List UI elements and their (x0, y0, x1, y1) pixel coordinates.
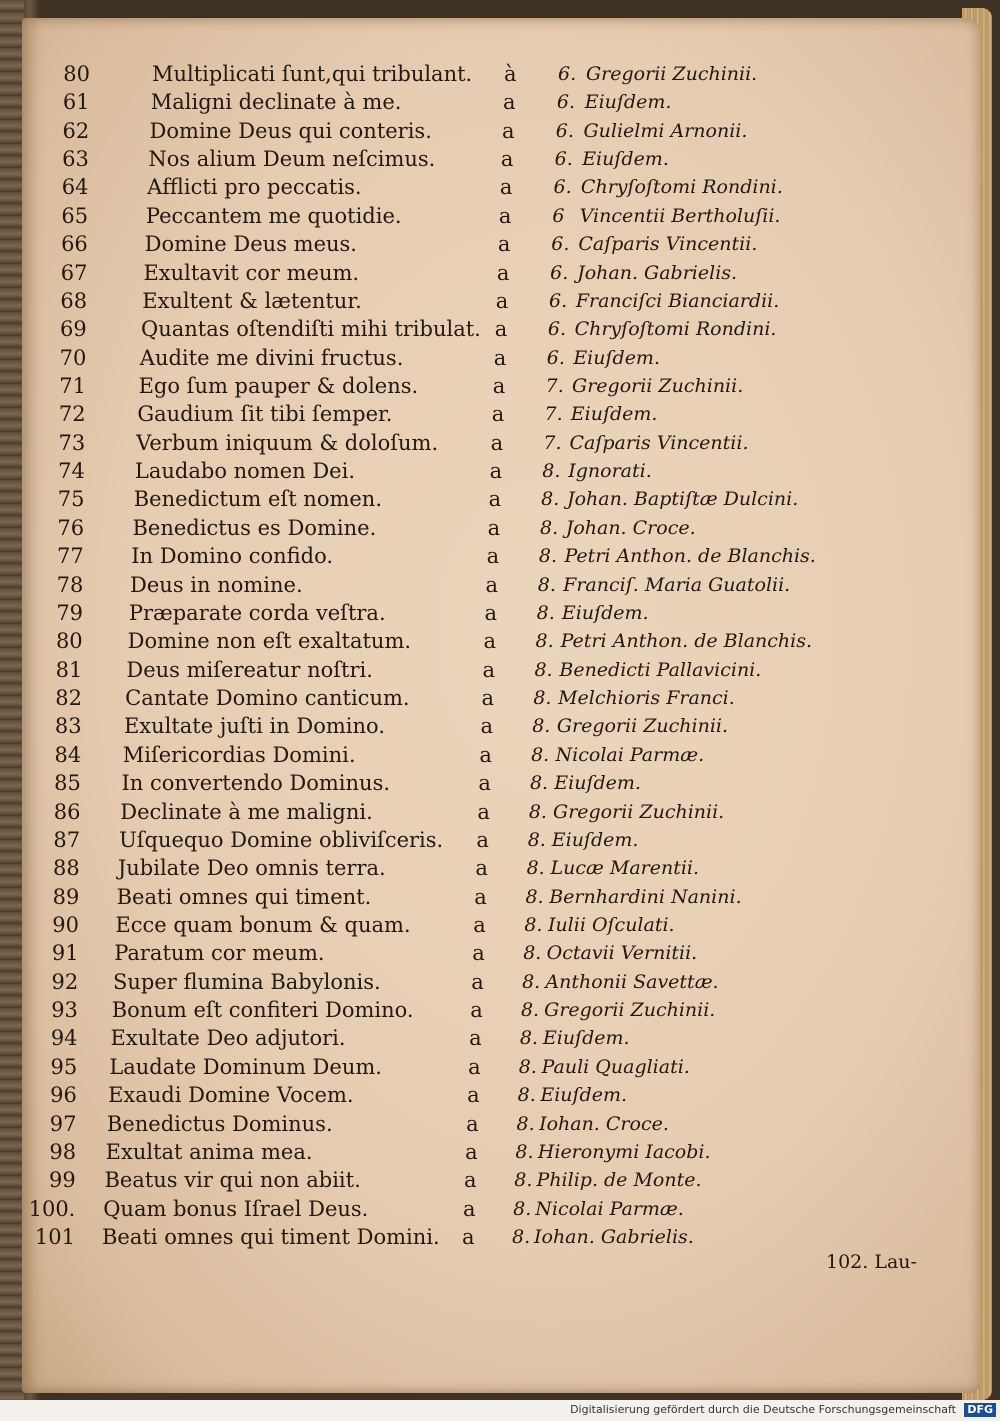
entry-title: Quam bonus Iſrael Deus. (103, 1196, 369, 1221)
entry-composer: Gregorii Zuchinii. (586, 63, 758, 85)
entry-title: Præparate corda veſtra. (128, 600, 386, 625)
entry-a: a (489, 459, 503, 484)
index-row (0, 1195, 960, 1223)
entry-a: a (492, 374, 506, 399)
entry-composer: Eiuſdem. (584, 91, 672, 114)
entry-voices: 8. (522, 970, 541, 993)
index-row (0, 883, 960, 911)
entry-title: Jubilate Deo omnis terra. (117, 856, 386, 881)
entry-voices: 6 (552, 204, 565, 227)
entry-a: a (463, 1196, 476, 1221)
index-row (0, 911, 960, 939)
entry-number: 79 (56, 600, 84, 625)
entry-title: Deus miſereatur noſtri. (126, 657, 373, 682)
entry-title: Maligni declinate à me. (150, 90, 402, 115)
entry-composer: Iohan. Croce. (539, 1112, 669, 1135)
entry-title: Exultat anima mea. (105, 1139, 313, 1164)
footer-credit: Digitalisierung gefördert durch die Deutsche Forschungsgemeinschaft (570, 1403, 956, 1416)
entry-voices: 6. (546, 346, 565, 369)
entry-voices: 6. (554, 148, 573, 171)
entry-composer: Philip. de Monte. (536, 1169, 702, 1192)
entry-title: Afflicti pro peccatis. (147, 175, 362, 200)
entry-number: 78 (56, 572, 84, 597)
entry-voices: 8. (541, 488, 560, 511)
entry-title: Declinate à me maligni. (120, 799, 373, 824)
entry-number: 71 (59, 374, 86, 399)
index-row (0, 571, 960, 599)
entry-voices: 8. (525, 885, 544, 908)
entry-voices: 8. (534, 658, 553, 681)
entry-title: Nos alium Deum neſcimus. (148, 147, 436, 172)
entry-composer: Nicolai Parmæ. (555, 743, 705, 766)
entry-title: Multiplicati ſunt,qui tribulant. (152, 62, 473, 86)
index-row (0, 854, 960, 882)
entry-title: Deus in nomine. (130, 572, 303, 597)
entry-number: 74 (58, 459, 85, 484)
entry-voices: 8. (523, 942, 542, 965)
entry-number: 76 (57, 515, 85, 540)
entry-title: Gaudium ſit tibi ſemper. (137, 402, 393, 427)
entry-voices: 6. (549, 289, 568, 312)
entry-title: Quantas oſtendiſti mihi tribulat. (141, 317, 481, 342)
entry-number: 80 (63, 62, 90, 86)
entry-a: a (473, 912, 486, 937)
entry-a: a (493, 345, 507, 370)
entry-number: 91 (51, 941, 79, 966)
entry-number: 61 (62, 90, 90, 115)
entry-a: a (470, 998, 483, 1023)
entry-number: 87 (53, 827, 81, 852)
entry-title: Beati omnes qui timent. (116, 884, 372, 909)
entry-number: 80 (55, 629, 83, 654)
index-row (0, 996, 960, 1024)
entry-number: 101 (34, 1225, 75, 1249)
entry-title: Super flumina Babylonis. (112, 969, 381, 994)
index-row (0, 968, 960, 996)
entry-a: a (482, 657, 496, 682)
entry-title: Peccantem me quotidie. (145, 203, 402, 228)
entry-title: Miſericordias Domini. (122, 742, 356, 767)
entry-voices: 8. (542, 460, 561, 483)
entry-title: Exaudi Domine Vocem. (108, 1083, 354, 1108)
entry-composer: Gregorii Zuchinii. (556, 715, 729, 738)
entry-a: a (471, 969, 484, 994)
entry-number: 66 (61, 232, 88, 257)
index-row (0, 656, 960, 684)
index-row (0, 400, 960, 428)
entry-title: Laudate Dominum Deum. (109, 1054, 382, 1079)
entry-voices: 8. (531, 743, 550, 766)
index-row (0, 60, 960, 88)
index-row (0, 259, 960, 287)
entry-voices: 8. (536, 601, 555, 624)
entry-title: Ego ſum pauper & dolens. (138, 374, 419, 399)
entry-title: Benedictus Dominus. (106, 1111, 333, 1136)
entry-a: a (476, 827, 489, 852)
index-row (0, 88, 960, 116)
entry-voices: 6. (551, 233, 570, 256)
entry-voices: 8. (529, 772, 549, 795)
entry-voices: 8. (517, 1084, 536, 1107)
entry-number: 75 (57, 487, 85, 512)
entry-composer: Pauli Quagliati. (541, 1055, 690, 1078)
entry-composer: Vincentii Bertholuſii. (579, 204, 781, 227)
entry-voices: 8. (519, 1027, 538, 1050)
entry-a: a (497, 232, 511, 257)
entry-composer: Eiuſdem. (551, 828, 639, 851)
entry-voices: 8. (537, 573, 556, 596)
entry-composer: Anthonii Savettæ. (545, 970, 719, 993)
entry-title: Beati omnes qui timent Domini. (102, 1225, 440, 1249)
entry-a: a (490, 430, 504, 455)
entry-voices: 6. (558, 63, 577, 85)
index-row (0, 202, 960, 230)
entry-a: a (468, 1054, 481, 1079)
index-row (0, 1166, 960, 1194)
index-row (0, 1110, 960, 1138)
index-row (0, 287, 960, 315)
entry-composer: Eiuſdem. (561, 601, 649, 624)
entry-a: a (488, 487, 502, 512)
entry-composer: Johan. Gabrielis. (577, 261, 738, 284)
entry-a: a (466, 1111, 479, 1136)
index-row (0, 514, 960, 542)
entry-title: In Domino confido. (131, 544, 334, 569)
entry-a: a (499, 175, 513, 200)
entry-voices: 6. (556, 91, 576, 114)
entry-number: 98 (49, 1139, 77, 1164)
entry-composer: Iohan. Gabrielis. (534, 1226, 694, 1248)
entry-number: 100. (28, 1196, 76, 1221)
index-row (0, 117, 960, 145)
entry-title: In convertendo Dominus. (121, 771, 391, 796)
entry-composer: Chryſoſtomi Rondini. (574, 318, 777, 341)
entry-composer: Petri Anthon. de Blanchis. (564, 545, 816, 568)
entry-a: a (483, 629, 497, 654)
entry-voices: 7. (543, 431, 562, 454)
entry-a: a (495, 288, 509, 313)
entry-number: 69 (59, 317, 87, 342)
entry-title: Exultate juſti in Domino. (123, 714, 385, 739)
entry-number: 95 (50, 1054, 78, 1079)
entry-number: 89 (52, 884, 80, 909)
entry-a: a (479, 742, 492, 767)
entry-number: 62 (62, 118, 90, 143)
entry-a: a (481, 686, 494, 711)
entry-voices: 8. (514, 1169, 533, 1192)
entry-composer: Caſparis Vincentii. (578, 233, 758, 256)
entry-a: a (502, 90, 516, 115)
entry-composer: Ignorati. (568, 460, 652, 483)
entry-title: Ecce quam bonum & quam. (115, 912, 411, 937)
index-row (0, 372, 960, 400)
entry-composer: Gregorii Zuchinii. (572, 375, 744, 398)
index-row (0, 1024, 960, 1052)
entry-composer: Eiuſdem. (540, 1084, 628, 1107)
entry-title: Bonum eſt confiteri Domino. (111, 998, 414, 1023)
entry-voices: 8. (533, 687, 552, 710)
index-row (0, 826, 960, 854)
entry-composer: Lucæ Marentii. (550, 857, 700, 880)
index-row (0, 485, 960, 513)
entry-title: Audite me divini fructus. (139, 345, 404, 370)
entry-number: 82 (55, 686, 82, 711)
entry-voices: 7. (544, 403, 563, 426)
entry-composer: Eiuſdem. (542, 1027, 630, 1050)
entry-number: 96 (50, 1083, 77, 1108)
entry-voices: 6. (555, 119, 574, 142)
index-row (0, 230, 960, 258)
catchword: 102. Lau- (826, 1251, 917, 1273)
entry-voices: 8. (528, 800, 547, 823)
entry-composer: Eiuſdem. (554, 772, 641, 795)
entry-voices: 8. (515, 1140, 534, 1163)
entry-a: a (480, 714, 493, 739)
entry-number: 90 (52, 912, 80, 937)
entry-title: Domine non eſt exaltatum. (127, 629, 412, 654)
entry-title: Verbum iniquum & doloſum. (136, 430, 439, 455)
entry-a: a (462, 1225, 475, 1249)
entry-number: 94 (50, 1026, 78, 1051)
entry-number: 85 (54, 771, 81, 796)
entry-voices: 8. (524, 913, 543, 936)
entry-a: a (478, 771, 491, 796)
index-row (0, 344, 960, 372)
index-row (0, 627, 960, 655)
entry-composer: Johan. Croce. (565, 516, 696, 539)
entry-title: Paratum cor meum. (114, 941, 325, 966)
entry-composer: Nicolai Parmæ. (535, 1197, 684, 1220)
entry-title: Exultate Deo adjutori. (110, 1026, 346, 1051)
entry-title: Beatus vir qui non abiit. (104, 1168, 361, 1193)
entry-composer: Gulielmi Arnonii. (583, 119, 748, 142)
entry-number: 83 (54, 714, 82, 739)
entry-composer: Gregorii Zuchinii. (544, 999, 716, 1022)
entry-composer: Octavii Vernitii. (546, 942, 698, 965)
index-row (0, 1138, 960, 1166)
entry-number: 72 (58, 402, 86, 427)
entry-composer: Eiuſdem. (582, 148, 669, 171)
footer-bar (0, 1400, 1000, 1421)
index-row (0, 457, 960, 485)
entry-title: Laudabo nomen Dei. (134, 459, 356, 484)
index-row (0, 741, 960, 769)
entry-number: 68 (60, 288, 88, 313)
entry-voices: 8. (527, 828, 546, 851)
index-row (0, 712, 960, 740)
entry-voices: 6. (550, 261, 569, 284)
entry-composer: Bernhardini Nanini. (549, 885, 742, 908)
entry-voices: 8. (513, 1197, 532, 1220)
index-row (0, 684, 960, 712)
entry-composer: Melchioris Franci. (558, 687, 735, 710)
entry-voices: 8. (520, 999, 540, 1022)
entry-a: a (498, 203, 512, 228)
index-row (0, 429, 960, 457)
entry-number: 65 (61, 203, 89, 228)
entry-composer: Gregorii Zuchinii. (553, 800, 725, 823)
entry-number: 81 (55, 657, 83, 682)
entry-number: 70 (59, 345, 87, 370)
index-row (0, 542, 960, 570)
entry-composer: Franciſci Bianciardii. (575, 289, 780, 312)
entry-number: 97 (49, 1111, 77, 1136)
entry-voices: 8. (526, 857, 545, 880)
entry-a: a (485, 572, 499, 597)
entry-a: a (487, 515, 501, 540)
entry-a: a (484, 600, 498, 625)
entry-a: a (474, 884, 487, 909)
entry-composer: Johan. Baptiſtæ Dulcini. (566, 488, 799, 511)
index-row (0, 1081, 960, 1109)
entry-number: 73 (58, 430, 86, 455)
entry-voices: 8. (535, 630, 554, 653)
entry-voices: 8. (538, 545, 558, 568)
entry-a: a (500, 147, 514, 172)
entry-a: a (491, 402, 505, 427)
entry-title: Cantate Domino canticum. (125, 686, 410, 711)
entry-voices: 8. (516, 1112, 535, 1135)
entry-voices: 8. (532, 715, 551, 738)
entry-title: Exultent & lætentur. (142, 288, 362, 313)
entry-a: a (496, 260, 510, 285)
entry-a: a (467, 1083, 480, 1108)
entry-number: 86 (53, 799, 81, 824)
entry-composer: Petri Anthon. de Blanchis. (560, 630, 813, 653)
entry-title: Domine Deus meus. (144, 232, 357, 257)
entry-number: 64 (61, 175, 89, 200)
entry-voices: 7. (545, 375, 564, 398)
entry-title: Benedictus es Domine. (132, 515, 377, 540)
index-row (0, 1053, 960, 1081)
index-row (0, 173, 960, 201)
index-row (0, 769, 960, 797)
entry-a: a (472, 941, 485, 966)
entry-composer: Hieronymi Iacobi. (537, 1140, 711, 1163)
entry-title: Domine Deus qui conteris. (149, 118, 432, 143)
entry-title: Exultavit cor meum. (143, 260, 360, 285)
entry-voices: 6. (547, 318, 567, 341)
entry-number: 88 (53, 856, 80, 881)
index-row (0, 939, 960, 967)
index-row (0, 798, 960, 826)
entry-a: a (501, 118, 515, 143)
entry-title: Benedictum eſt nomen. (133, 487, 383, 512)
entry-composer: Eiuſdem. (573, 346, 660, 369)
entry-voices: 8. (512, 1226, 531, 1248)
entry-composer: Franciſ. Maria Guatolii. (563, 573, 791, 596)
entry-composer: Caſparis Vincentii. (569, 431, 749, 454)
entry-voices: 8. (518, 1055, 537, 1078)
dfg-logo: DFG (964, 1403, 996, 1417)
index-row (0, 315, 960, 343)
index-row (0, 1223, 960, 1251)
entry-composer: Benedicti Pallavicini. (559, 658, 762, 681)
entry-voices: 8. (540, 516, 559, 539)
entry-voices: 6. (553, 176, 572, 199)
entry-number: 63 (62, 147, 89, 172)
entry-a: a (494, 317, 508, 342)
entry-a: à (504, 62, 517, 86)
entry-composer: Iulii Oſculati. (547, 913, 675, 936)
entry-title: Uſquequo Domine obliviſceris. (119, 827, 444, 852)
entry-a: a (469, 1026, 482, 1051)
entry-a: a (464, 1168, 477, 1193)
entry-composer: Chryſoſtomi Rondini. (580, 176, 783, 199)
index-row (0, 145, 960, 173)
entry-number: 84 (54, 742, 82, 767)
entry-a: a (465, 1139, 478, 1164)
index-row (0, 599, 960, 627)
entry-composer: Eiuſdem. (570, 403, 658, 426)
entry-number: 67 (60, 260, 88, 285)
entry-number: 93 (51, 998, 78, 1023)
entry-a: a (486, 544, 500, 569)
entry-number: 99 (48, 1168, 76, 1193)
entry-number: 77 (57, 544, 84, 569)
entry-a: a (477, 799, 490, 824)
entry-a: a (475, 856, 488, 881)
entry-number: 92 (51, 969, 79, 994)
